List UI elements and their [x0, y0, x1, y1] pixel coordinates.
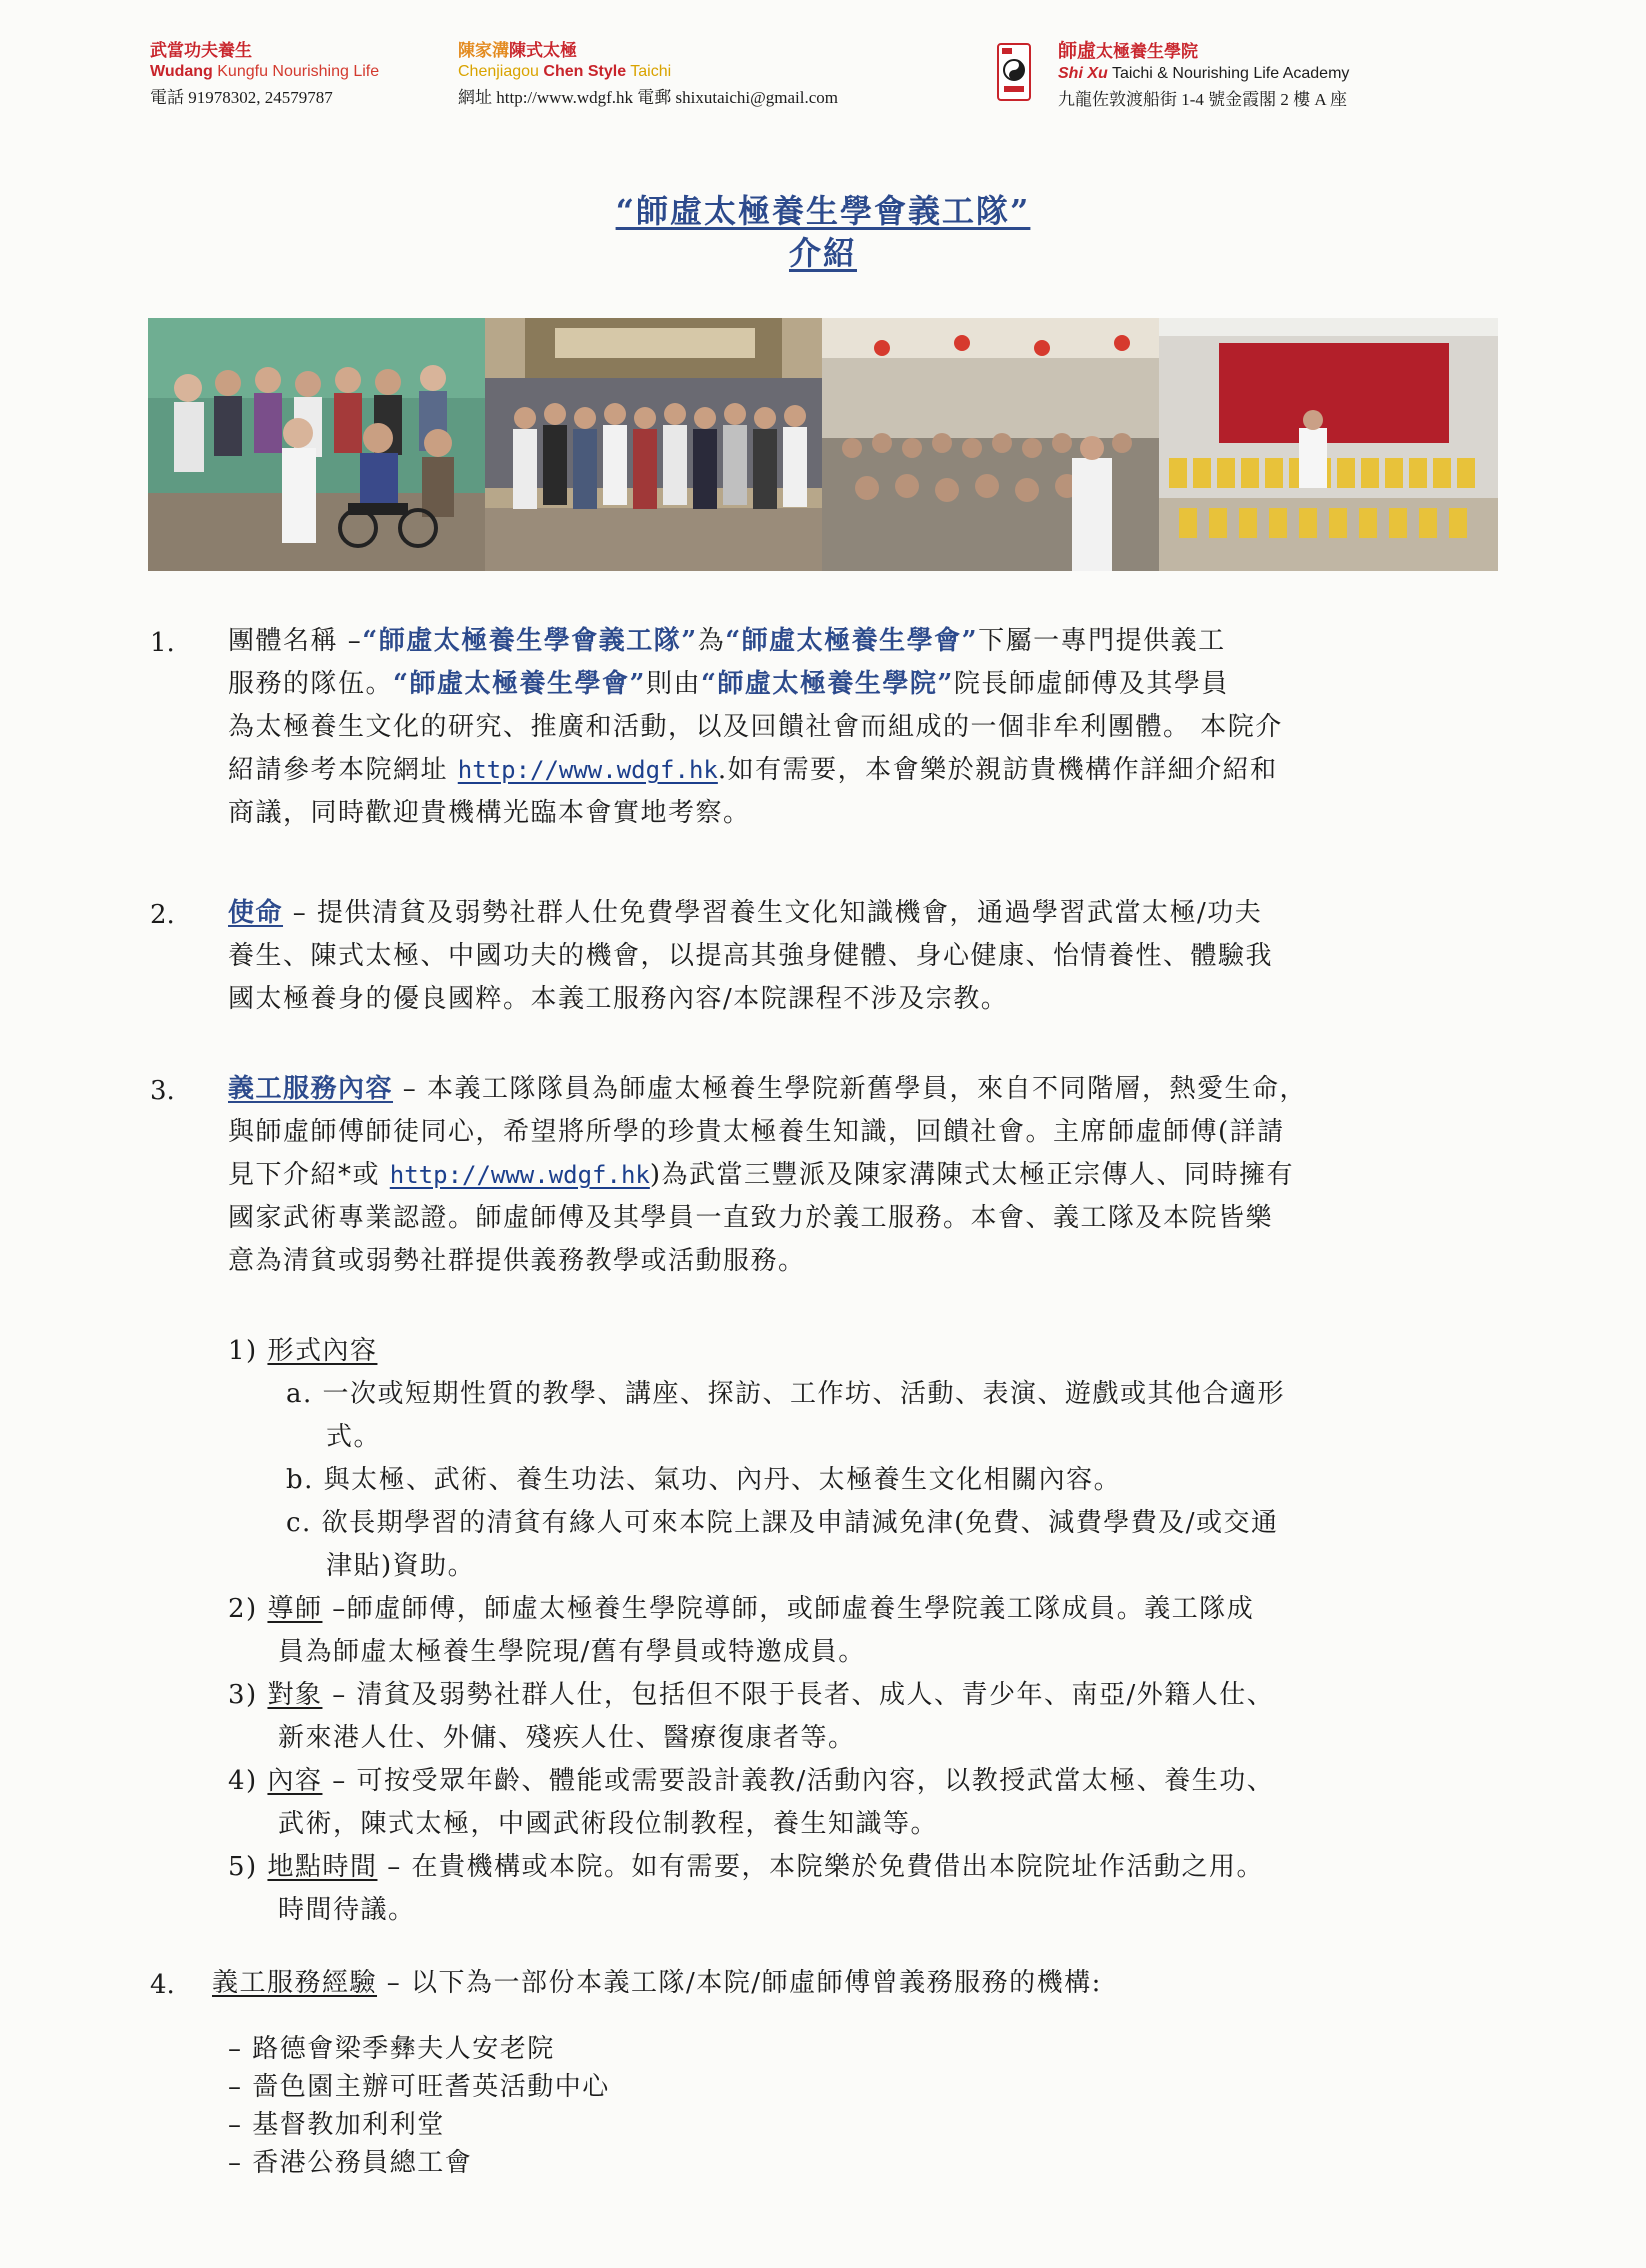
item-4-content: 4) 內容 – 可按受眾年齡、體能或需要設計義教/活動內容，以教授武當太極、養生功、 武術，陳式太極，中國武術段位制教程，養生知識等。 [228, 1766, 1275, 1839]
section-1-number: 1. [150, 628, 175, 658]
section-3-number: 3. [150, 1076, 175, 1106]
photo-children-stage [1159, 318, 1498, 571]
list-item: – 基督教加利利堂 [228, 2110, 445, 2140]
header-left-en: Wudang Kungfu Nourishing Life [150, 63, 380, 80]
header-left [150, 36, 379, 108]
header-mid-en: Chenjiagou Chen Style Taichi [458, 63, 672, 80]
academy-logo-icon [996, 40, 1032, 104]
list-item: – 香港公務員總工會 [228, 2148, 473, 2178]
header-mid-cn: 陳家溝陳式太極 [458, 41, 577, 61]
header-mid-web: 網址 http://www.wdgf.hk 電郵 shixutaichi@gmail.com [458, 88, 839, 107]
item-1-form: 1) 形式內容 [228, 1336, 378, 1366]
section-2-heading: 使命 [228, 898, 284, 928]
photo-elderly-group [148, 318, 485, 571]
website-link-2[interactable]: http://www.wdgf.hk [389, 1161, 650, 1189]
item-5-location: 5) 地點時間 – 在貴機構或本院。如有需要，本院樂於免費借出本院院址作活動之用。 時間待議。 [228, 1852, 1264, 1925]
section-1-text: 團體名稱 –“師虛太極養生學會義工隊”為“師虛太極養生學會”下屬一專門提供義工 服務的隊伍。“師虛太極養生學會”則由“師虛太極養生學院”院長師虛師傅及其學員 為太極養生文化的研究、推廣和活動，以及回饋社會而組成的一個非牟利團體。 本院介 紹請參考本院網址 http://www.wdgf.hk.如有需要，本會樂於親訪貴機構作詳細介紹和 商議，同時歡迎貴機構光臨本會實地考察。 [228, 626, 1283, 828]
section-4-heading: 義工服務經驗 [212, 1968, 378, 1998]
item-1-options: a. 一次或短期性質的教學、講座、探訪、工作坊、活動、表演、遊戲或其他合適形 式。 b. 與太極、武術、養生功法、氣功、內丹、太極養生文化相關內容。 c. 欲長期學習的清貧有緣人可來本院上課及申請減免津(免費、減費學費及/或交通 津貼)資助。 [286, 1379, 1286, 1581]
list-item: – 嗇色園主辦可旺耆英活動中心 [228, 2072, 610, 2102]
page-subtitle: 介紹 [788, 234, 857, 272]
header-right-en: Shi Xu Taichi & Nourishing Life Academy [1058, 65, 1350, 82]
section-2-text: 使命 – 提供清貧及弱勢社群人仕免費學習養生文化知識機會，通過學習武當太極/功夫 養生、陳式太極、中國功夫的機會，以提高其強身健體、身心健康、怡情養性、體驗我 國太極養身的優良國粹。本義工服務內容/本院課程不涉及宗教。 [228, 898, 1274, 1014]
institution-list [228, 2030, 1428, 2182]
header-left-cn: 武當功夫養生 [150, 41, 252, 61]
header-left-phone: 電話 91978302, 24579787 [150, 88, 333, 107]
header-middle [458, 36, 838, 108]
list-item: – 路德會梁季彝夫人安老院 [228, 2034, 555, 2064]
website-link[interactable]: http://www.wdgf.hk [457, 756, 718, 784]
section-4-text: 義工服務經驗 – 以下為一部份本義工隊/本院/師虛師傅曾義務服務的機構: [212, 1968, 1102, 1998]
section-4-number: 4. [150, 1970, 175, 2000]
photo-centre-entrance-group [485, 318, 822, 571]
section-3-text: 義工服務內容 – 本義工隊隊員為師虛太極養生學院新舊學員，來自不同階層，熱愛生命， 與師虛師傅師徒同心，希望將所學的珍貴太極養生知識，回饋社會。主席師虛師傅(詳請 見下介紹*或 http://www.wdgf.hk)為武當三豐派及陳家溝陳式太極正宗傳人、同時擁有 國家武術專業認證。師虛師傅及其學員一直致力於義工服務。本會、義工隊及本院皆樂 意為清貧或弱勢社群提供義務教學或活動服務。 [228, 1074, 1308, 1276]
item-3-target: 3) 對象 – 清貧及弱勢社群人仕，包括但不限于長者、成人、青少年、南亞/外籍人仕、 新來港人仕、外傭、殘疾人仕、醫療復康者等。 [228, 1680, 1275, 1753]
page-title: “師虛太極養生學會義工隊” [615, 192, 1031, 230]
photo-strip [148, 318, 1498, 571]
header-right-address: 九龍佐敦渡船街 1-4 號金霞閣 2 樓 A 座 [1058, 90, 1347, 109]
header-right [1058, 36, 1349, 110]
photo-hall-audience [822, 318, 1159, 571]
section-2-number: 2. [150, 900, 175, 930]
item-2-instructor: 2) 導師 –師虛師傅，師虛太極養生學院導師，或師虛養生學院義工隊成員。義工隊成 員為師虛太極養生學院現/舊有學員或特邀成員。 [228, 1594, 1255, 1667]
section-3-heading: 義工服務內容 [228, 1074, 394, 1104]
header-right-cn: 師虛太極養生學院 [1058, 40, 1199, 62]
